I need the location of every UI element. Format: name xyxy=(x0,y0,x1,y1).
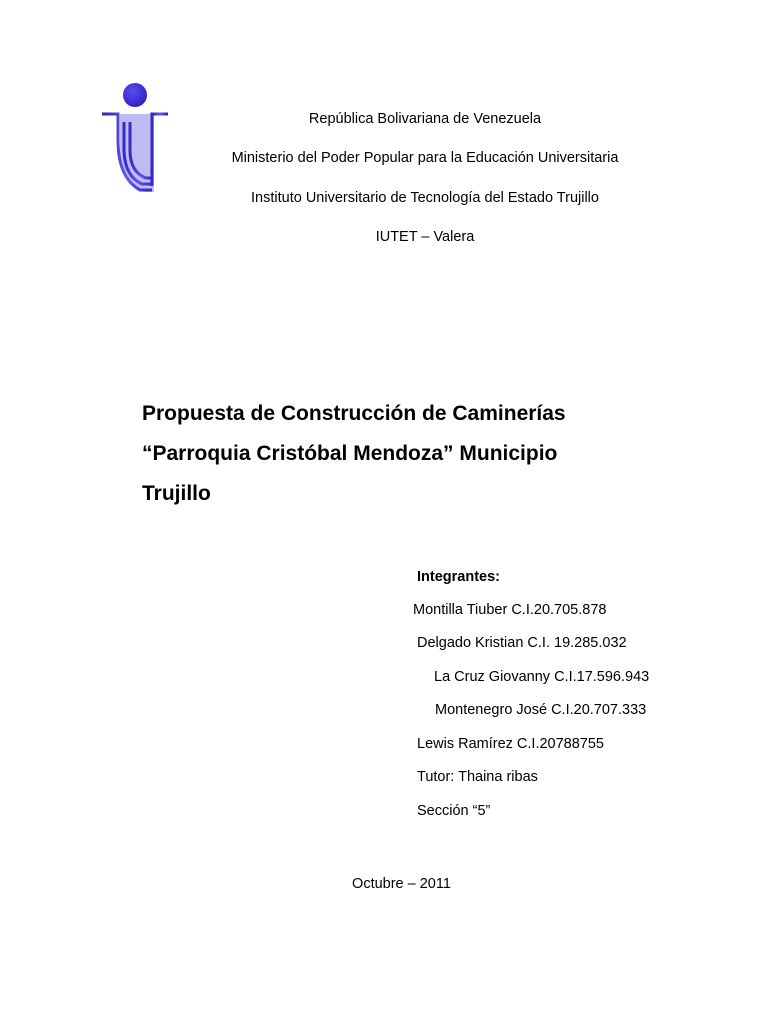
member-item: Montilla Tiuber C.I.20.705.878 xyxy=(413,602,607,618)
member-item: La Cruz Giovanny C.I.17.596.943 xyxy=(434,669,650,685)
title-line: Propuesta de Construcción de Caminerías xyxy=(142,402,566,425)
members-heading: Integrantes: xyxy=(417,569,500,585)
header-country: República Bolivariana de Venezuela xyxy=(308,111,542,127)
document-title xyxy=(142,394,662,514)
member-item: Lewis Ramírez C.I.20788755 xyxy=(417,736,604,752)
title-line: Trujillo xyxy=(142,482,211,505)
document-date: Octubre – 2011 xyxy=(352,876,451,892)
member-item: Delgado Kristian C.I. 19.285.032 xyxy=(417,635,627,651)
header-campus: IUTET – Valera xyxy=(375,229,475,245)
iutet-logo-icon xyxy=(96,78,174,200)
title-line: “Parroquia Cristóbal Mendoza” Municipio xyxy=(142,442,558,465)
tutor-line: Tutor: Thaina ribas xyxy=(417,769,538,785)
header-institute: Instituto Universitario de Tecnología del Estado Trujillo xyxy=(251,190,599,206)
section-line: Sección “5” xyxy=(417,803,491,819)
header-ministry: Ministerio del Poder Popular para la Educación Universitaria xyxy=(231,150,619,166)
member-item: Montenegro José C.I.20.707.333 xyxy=(435,702,647,718)
